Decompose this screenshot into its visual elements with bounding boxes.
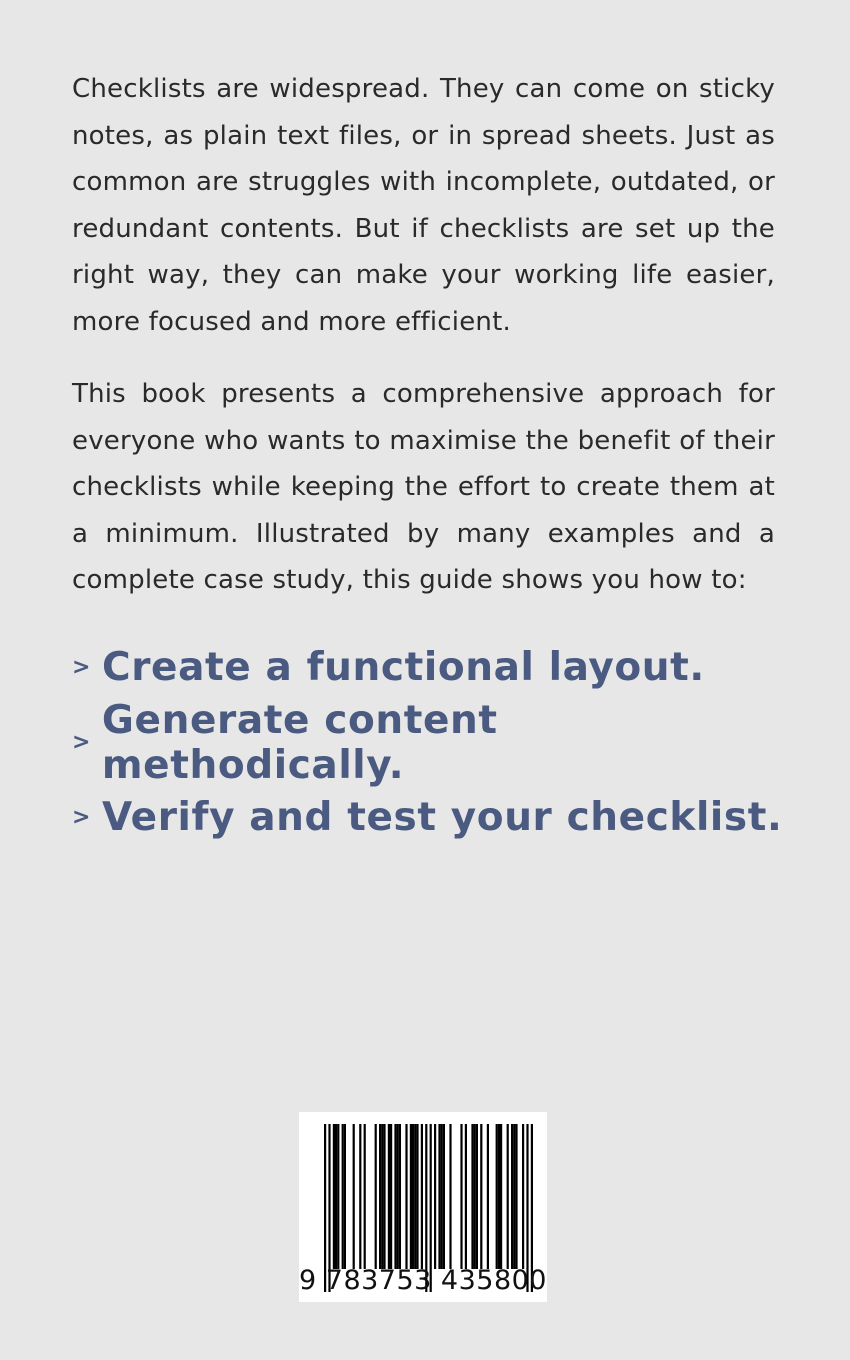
barcode-bar xyxy=(353,1124,355,1269)
barcode-bar xyxy=(416,1124,418,1269)
barcode-bar xyxy=(443,1124,445,1269)
barcode-bar xyxy=(476,1124,478,1269)
barcode-bar xyxy=(511,1124,513,1269)
barcode-bar xyxy=(394,1124,396,1269)
barcode-bar xyxy=(410,1124,412,1269)
barcode-bar xyxy=(375,1124,377,1269)
barcode-bar xyxy=(471,1124,473,1269)
benefit-list xyxy=(72,630,812,855)
barcode-bar xyxy=(480,1124,482,1269)
chevron-right-icon: > xyxy=(72,805,91,830)
barcode-bar xyxy=(383,1124,385,1269)
isbn-number: 9 783753 435800 xyxy=(299,1265,547,1296)
barcode-bar xyxy=(342,1124,344,1269)
barcode-bar xyxy=(441,1124,443,1269)
barcode-bar xyxy=(449,1124,451,1269)
barcode-bar xyxy=(487,1124,489,1269)
barcode-bar xyxy=(364,1124,366,1269)
barcode-bar xyxy=(507,1124,509,1269)
barcode-bar xyxy=(412,1124,414,1269)
barcode-bar xyxy=(397,1124,399,1269)
barcode-bar xyxy=(515,1124,517,1269)
barcode-bar xyxy=(390,1124,392,1269)
barcode-bar xyxy=(460,1124,462,1269)
barcode-bar xyxy=(399,1124,401,1269)
barcode-bar xyxy=(414,1124,416,1269)
barcode-bar xyxy=(381,1124,383,1269)
barcode-bar xyxy=(498,1124,500,1269)
list-item xyxy=(72,697,812,788)
barcode-bar xyxy=(379,1124,381,1269)
list-item-text: Generate content methodically. xyxy=(101,697,498,788)
barcode-bar xyxy=(388,1124,390,1269)
barcode-bar xyxy=(500,1124,502,1269)
barcode-bar xyxy=(438,1124,440,1269)
chevron-right-icon: > xyxy=(72,655,91,680)
barcode-bar xyxy=(405,1124,407,1269)
barcode-bar xyxy=(421,1124,423,1269)
list-item-text: Verify and test your checklist. xyxy=(102,795,783,840)
blurb-paragraph-2: This book presents a comprehensive approach for everyone who wants to maximise the benefit of their checklists while keeping the effort to create them at a minimum. Illustrated by many examples and a complete case study, this guide shows you how to: xyxy=(72,379,775,595)
list-item xyxy=(72,780,812,855)
list-item-text: Create a functional layout. xyxy=(102,645,705,690)
barcode-bar xyxy=(496,1124,498,1269)
barcode-bar xyxy=(359,1124,361,1269)
barcode-bar xyxy=(344,1124,346,1269)
blurb-paragraph-1: Checklists are widespread. They can come on sticky notes, as plain text files, or in spread sheets. Just as common are struggles with incomplete, outdated, or redundant contents. But if checklists are set up the right way, they can make your working life easier, more focused and more efficient. xyxy=(72,74,775,337)
barcode-bar xyxy=(522,1124,524,1269)
barcode-bar xyxy=(434,1124,436,1269)
barcode-bar xyxy=(335,1124,337,1269)
list-item xyxy=(72,630,812,705)
barcode-bar xyxy=(333,1124,335,1269)
barcode-bar xyxy=(513,1124,515,1269)
chevron-right-icon: > xyxy=(72,730,91,755)
isbn-barcode xyxy=(299,1112,547,1302)
barcode-bar xyxy=(465,1124,467,1269)
barcode-bar xyxy=(337,1124,339,1269)
barcode-bar xyxy=(474,1124,476,1269)
